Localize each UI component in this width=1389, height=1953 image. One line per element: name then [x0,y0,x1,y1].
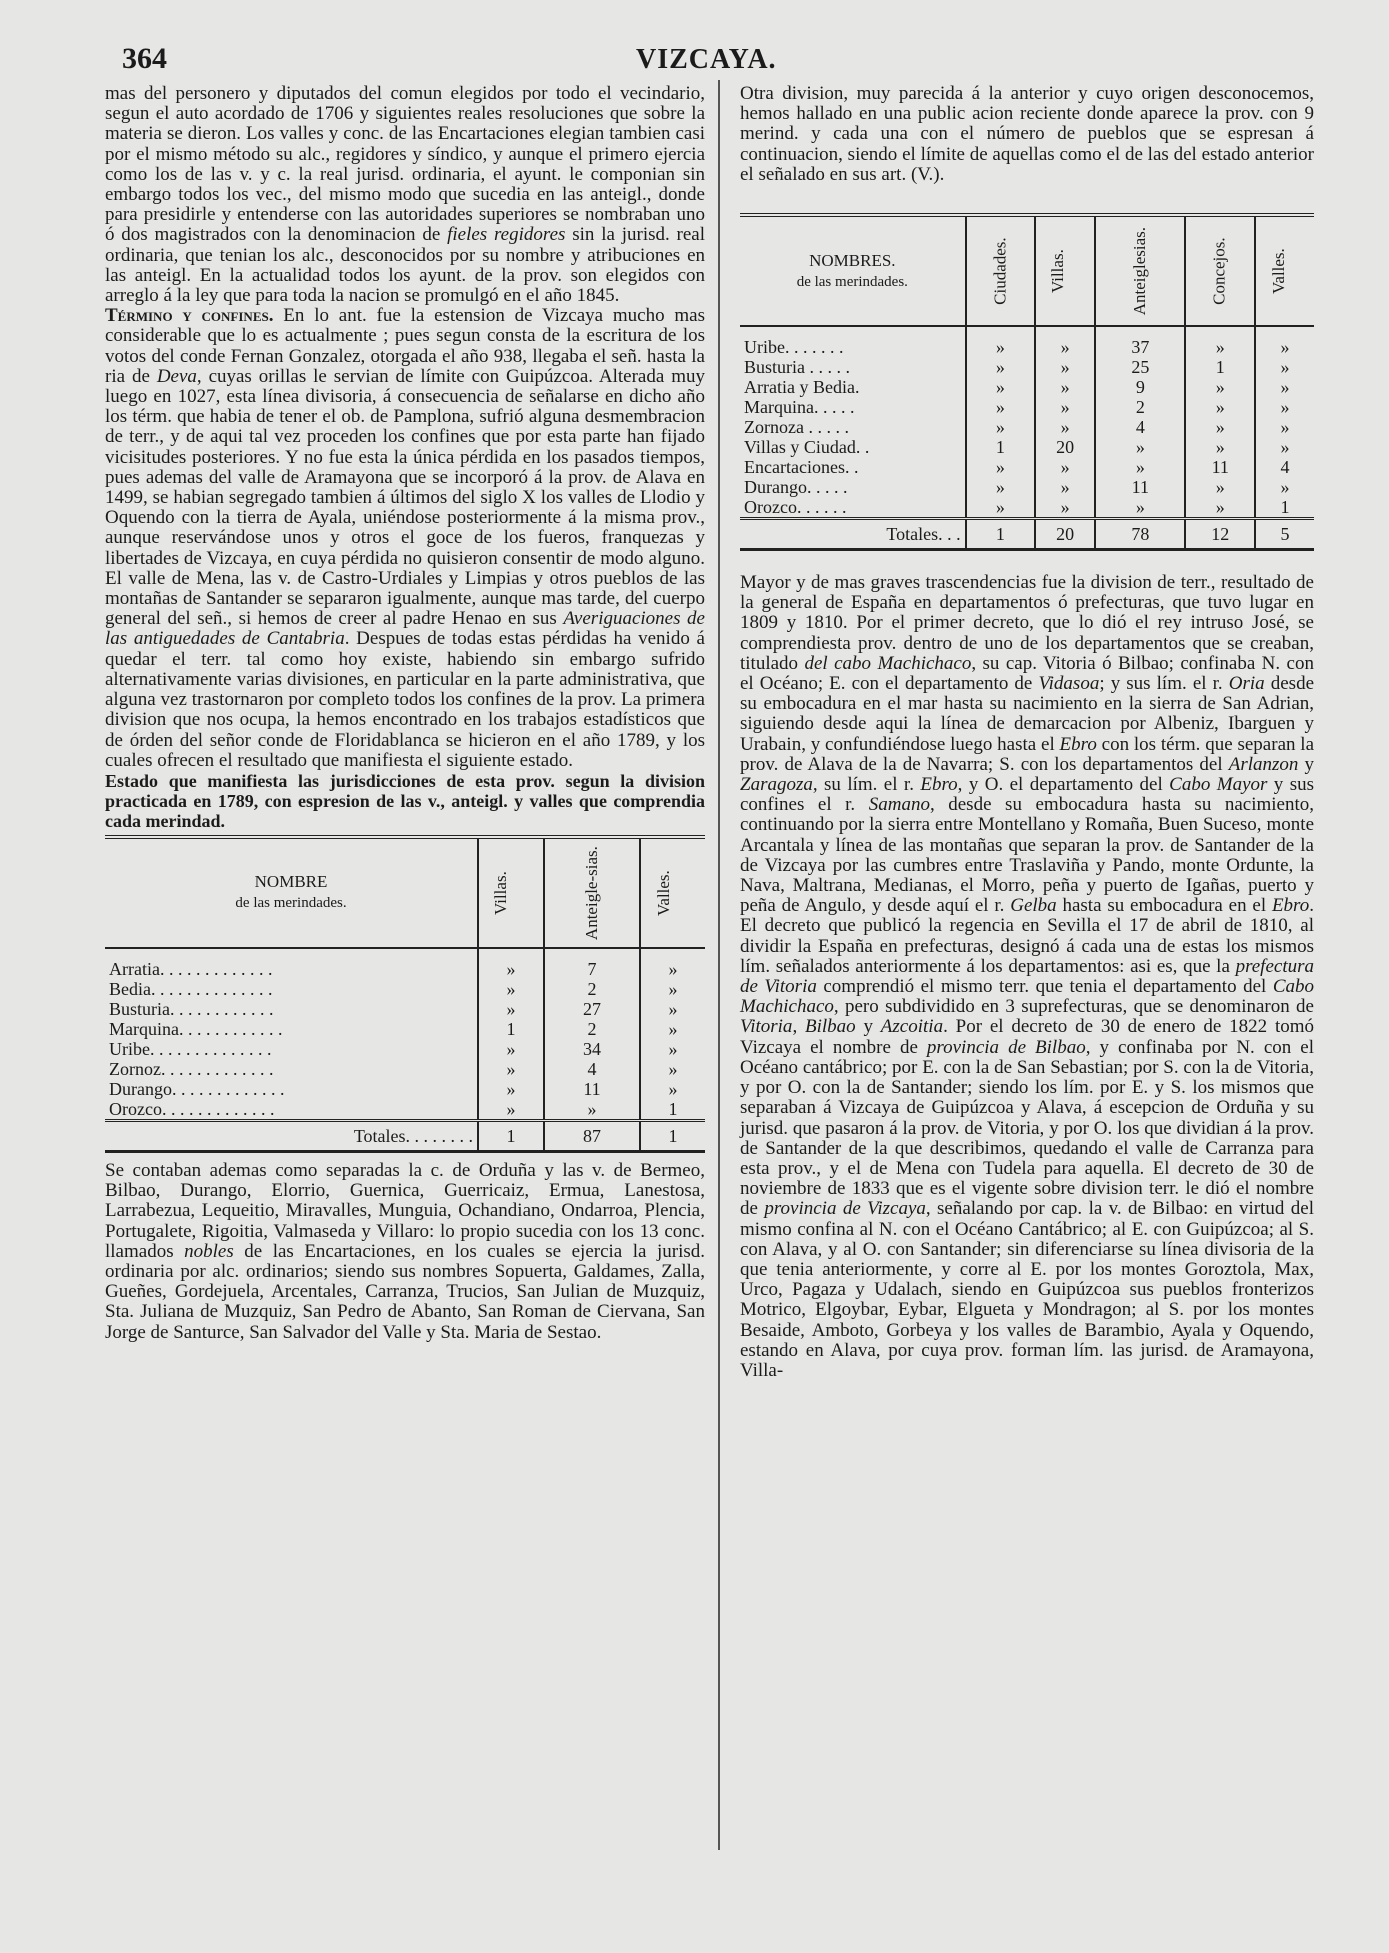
page-number: 364 [122,42,167,75]
column-divider [718,80,720,1850]
page-title: VIZCAYA. [636,44,777,75]
column-header: Villas. [1035,217,1095,326]
table-row: Uribe. . . . . . . » » 37 » » [740,337,1314,357]
column-header: Valles. [640,839,705,948]
table-name-header: NOMBRE de las merindades. [105,839,478,948]
column-header: Valles. [1255,217,1314,326]
paragraph-ayuntamientos: mas del personero y diputados del comun elegidos por todo el vecindario, segun el auto acordado de 1706 y siguientes reales resoluciones que sobre la materia se dieron. Los valles y conc. de las Encartaciones elegian tambien casi por el mismo método su alc., regidores y síndico, y aunque el primero ejercia como los de las v. y c. la real jurisd. ordinaria, el ayunt. le componian sin embargo todos los vec., del mismo modo que sucedia en las anteigl., donde para presidirle y entenderse con las autoridades superiores se nombraban uno ó dos magistrados con la denominacion de fieles regidores sin la jurisd. real ordinaria, que tenian los alc., desconocidos por su nombre y atribuciones en las anteigl. En la actualidad todos los ayunt. de la prov. son elegidos con arreglo á la ley que para toda la nacion se promulgó en el año 1845. [105,83,706,307]
paragraph-termino: Término y confines. En lo ant. fue la estension de Vizcaya mucho mas considerable que lo es actualmente ; pues segun consta de la escritura de los votos del conde Fernan Gonzalez, otorgada el año 938, llegaba el señ. hasta la ria de Deva, cuyas orillas le servian de límite con Guipúzcoa. Alterada muy luego en 1027, esta línea divisoria, á consecuencia de señalarse en dicho año los térm. que habia de tener el ob. de Pamplona, sufrió alguna desmembracion de terr., y de aqui tal vez proceden los confines que por esta parte han fijado vicisitudes posteriores. Y no fue esta la única pérdida en los pasados tiempos, pues ademas del valle de Aramayona que se incorporó á la prov. de Alava en 1499, se habian segregado tambien á últimos del siglo X los valles de Llodio y Oquendo con la tierra de Ayala, uniéndose posteriormente á la misma prov., aunque reservándose unos y otros el goce de los fueros, franquezas y libertades de Vizcaya, en cuya pérdida no quisieron consentir de modo alguno. El valle de Mena, las v. de Castro-Urdiales y Limpias y otros pueblos de las montañas de Santander se separaron igualmente, aunque mas tarde, del cuerpo general del señ., si hemos de creer al padre Henao en sus Averiguaciones de las antiguedades de Cantabria. Despues de todas estas pérdidas ha venido á quedar el terr. tal como hoy existe, habiendo sin embargo sufrido alternativamente varias divisiones, en particular en la parte administrativa, que alguna vez trastornaron por completo todos los confines de la prov. La primera division que nos ocupa, la hemos encontrado en los trabajos estadísticos que de órden del señor conde de Floridablanca se hicieron en el año 1789, y los cuales ofrecen el resultado que manifiesta el siguiente estado. [105,305,706,771]
column-header: Anteiglesias. [1095,217,1185,326]
table-row: Orozco. . . . . . . . . . . . . » » 1 [105,1099,705,1121]
table-1789 [105,835,705,1153]
table-row: Encartaciones. . » » » 11 4 [740,457,1314,477]
column-header: Concejos. [1185,217,1255,326]
section-heading: Término y confines. [105,305,274,327]
table-totals-row: Totales. . . 1 20 78 12 5 [740,519,1314,549]
table-row: Zornoza . . . . . » » 4 » » [740,417,1314,437]
table-row: Bedia. . . . . . . . . . . . . . » 2 » [105,979,705,999]
right-column [740,84,1314,1381]
paragraph-division-terr: Mayor y de mas graves trascendencias fue la division de terr., resultado de la general de España en departamentos ó prefecturas, que tuvo lugar en 1809 y 1810. Por el primer decreto, que lo dió el rey intruso José, se comprendiesta prov. dentro de uno de los departamentos que se creaban, titulado del cabo Machichaco, su cap. Vitoria ó Bilbao; confinaba N. con el Océano; E. con el departamento de Vidasoa; y sus lím. el r. Oria desde su embocadura en el mar hasta su nacimiento en la sierra de San Adrian, siguiendo desde aqui la línea de demarcacion por Albeniz, Ibarguen y Urabain, y confundiéndose luego hasta el Ebro con los térm. que separan la prov. de Alava de la de Navarra; S. con los departamentos del Arlanzon y Zaragoza, su lím. el r. Ebro, y O. el departamento del Cabo Mayor y sus confines el r. Samano, desde su embocadura hasta su nacimiento, continuando por la sierra entre Montellano y Romaña, Buen Suceso, monte Arcantala y línea de las montañas que separan la prov. de Santander de la de Vizcaya por las cumbres entre Traslaviña y Pando, monte Ordunte, la Nava, Maltrana, Medianas, el Morro, peña y puerto de Igañas, puerto y peña de Angulo, y desde aquí el r. Gelba hasta su embocadura en el Ebro. El decreto que publicó la regencia en Sevilla el 17 de abril de 1810, al dividir la España en prefecturas, designó á cada una de estas los mismos lím. señalados anteriormente á los departamentos: asi es, que la prefectura de Vitoria comprendió el mismo terr. que tenia el departamento del Cabo Machichaco, pero subdividido en 3 suprefecturas, que se denominaron de Vitoria, Bilbao y Azcoitia. Por el decreto de 30 de enero de 1822 tomó Vizcaya el nombre de provincia de Bilbao, y confinaba por N. con el Océano cantábrico; por E. con la de San Sebastian; por S. con la de Vitoria, y por O. con la de Santander; siendo los lím. por E. y S. los mismos que separaban á Vizcaya de Guipúzcoa y Alava, á escepcion de Orduña y su jurisd. que pasaron á la prov. de Vitoria, y por O. los que dividian á la prov. de Santander de la que describimos, quedando el valle de Carranza para esta prov., y el de Mena con Tudela para aquella. El decreto de 30 de noviembre de 1833 que es el vigente sobre division terr. le dió el nombre de provincia de Vizcaya, señalando por cap. la v. de Bilbao: en virtud del mismo confina al N. con el Océano Cantábrico; al E. con Guipúzcoa; al S. con Alava, y al O. con Santander; sin diferenciarse su línea divisoria de la que tenia anteriormente, y corre al E. por los montes Goroztola, Max, Urco, Pagaza y Udalach, siendo en Guipúzcoa sus pueblos fronterizos Motrico, Elgoybar, Eybar, Elgueta y Mondragon; al S. por los montes Besaide, Amboto, Gorbeya y los valles de Barambio, Ayala y Oquendo, estando en Alava, por cuya prov. forman lím. las jurisd. de Aramayona, Villa- [740,572,1315,1381]
table-totals-row: Totales. . . . . . . . 1 87 1 [105,1120,705,1150]
table-row: Busturia. . . . . . . . . . . . » 27 » [105,999,705,1019]
table-row: Zornoz. . . . . . . . . . . . . » 4 » [105,1059,705,1079]
paragraph-otra-division: Otra division, muy parecida á la anterior y cuyo origen desconocemos, hemos hallado en una public acion reciente donde aparece la prov. con 9 merind. y cada una con el número de pueblos que se espresan á continuacion, siendo el límite de aquellas como el de las del estado anterior el señalado en sus art. (V.). [740,83,1314,185]
table-row: Arratia y Bedia. » » 9 » » [740,377,1314,397]
column-header: Anteigle-sias. [544,839,640,948]
left-column [105,84,705,1343]
column-header: Villas. [478,839,544,948]
table-row: Durango. . . . . » » 11 » » [740,477,1314,497]
table-row: Marquina. . . . . . . . . . . . 1 2 » [105,1019,705,1039]
table-row: Orozco. . . . . . » » » » 1 [740,497,1314,519]
table-row: Villas y Ciudad. . 1 20 » » » [740,437,1314,457]
table-caption: Estado que manifiesta las jurisdicciones de esta prov. segun la division practicada en 1789, con espresion de las v., anteigl. y valles que comprendia cada merindad. [105,770,705,831]
table-row: Marquina. . . . . » » 2 » » [740,397,1314,417]
column-header: Ciudades. [966,217,1036,326]
table-name-header: NOMBRES. de las merindades. [740,217,966,326]
table-row: Busturia . . . . . » » 25 1 » [740,357,1314,377]
table-row: Durango. . . . . . . . . . . . . » 11 » [105,1079,705,1099]
table-merindades [740,213,1314,551]
paragraph-separadas: Se contaban ademas como separadas la c. de Orduña y las v. de Bermeo, Bilbao, Durango, Elorrio, Guernica, Guerricaiz, Ermua, Lanestosa, Larrabezua, Lequeitio, Miravalles, Munguia, Ochandiano, Ondarroa, Plencia, Portugalete, Rigoitia, Valmaseda y Villaro: lo propio sucedia con los 13 conc. llamados nobles de las Encartaciones, en los cuales se ejercia la jurisd. ordinaria por alc. ordinarios; siendo sus nombres Sopuerta, Galdames, Zalla, Gueñes, Gordejuela, Arcentales, Carranza, Trucios, San Julian de Muzquiz, Sta. Juliana de Muzquiz, San Pedro de Abanto, San Roman de Ciervana, San Jorge de Santurce, San Salvador del Valle y Sta. Maria de Sestao. [105,1159,705,1343]
table-row: Uribe. . . . . . . . . . . . . . » 34 » [105,1039,705,1059]
table-row: Arratia. . . . . . . . . . . . . » 7 » [105,959,705,979]
